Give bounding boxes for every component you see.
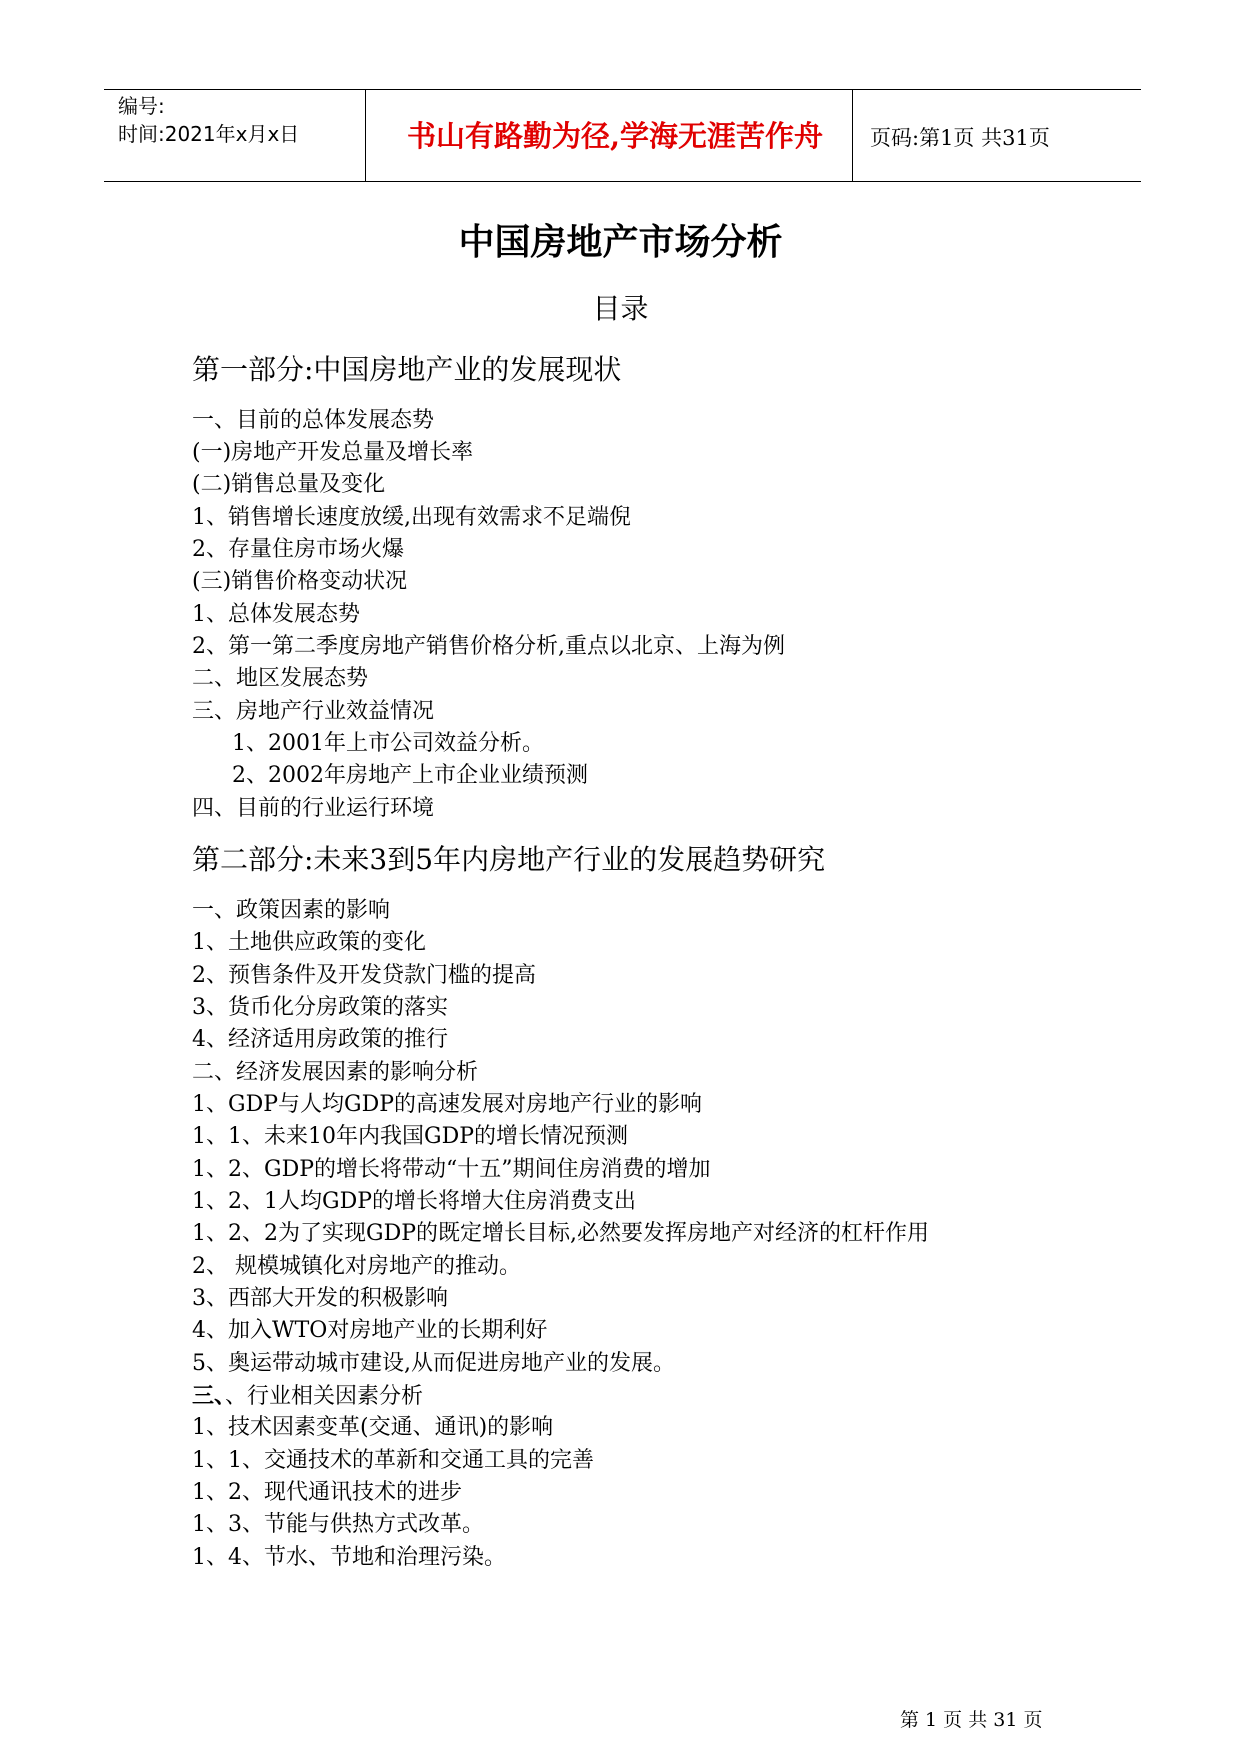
toc-item: 1、2001年上市公司效益分析。 xyxy=(232,731,544,756)
header-meta xyxy=(118,92,299,148)
toc-item: 二、经济发展因素的影响分析 xyxy=(192,1060,479,1085)
toc-item: 2、存量住房市场火爆 xyxy=(192,537,404,562)
toc-item: 1、2、现代通讯技术的进步 xyxy=(192,1480,462,1505)
toc-item: (一)房地产开发总量及增长率 xyxy=(192,440,474,465)
toc-item: 一、目前的总体发展态势 xyxy=(192,408,435,433)
toc-item: 1、销售增长速度放缓,出现有效需求不足端倪 xyxy=(192,505,631,530)
toc-item: 1、1、交通技术的革新和交通工具的完善 xyxy=(192,1448,594,1473)
part2-heading: 第二部分:未来3到5年内房地产行业的发展趋势研究 xyxy=(192,843,826,876)
toc-item: 一、政策因素的影响 xyxy=(192,898,391,923)
toc-item-text: 、行业相关因素分析 xyxy=(225,1384,424,1409)
toc-item: 4、经济适用房政策的推行 xyxy=(192,1027,448,1052)
toc-item: 3、西部大开发的积极影响 xyxy=(192,1286,448,1311)
toc-item: 4、加入WTO对房地产业的长期利好 xyxy=(192,1318,548,1343)
toc-item: 1、技术因素变革(交通、通讯)的影响 xyxy=(192,1415,554,1440)
toc-item: 1、2、2为了实现GDP的既定增长目标,必然要发挥房地产对经济的杠杆作用 xyxy=(192,1221,930,1246)
toc-item: 三、房地产行业效益情况 xyxy=(192,699,435,724)
toc-item: 1、2、1人均GDP的增长将增大住房消费支出 xyxy=(192,1189,637,1214)
toc-item: 5、奥运带动城市建设,从而促进房地产业的发展。 xyxy=(192,1351,675,1376)
document-title: 中国房地产市场分析 xyxy=(458,222,783,263)
toc-title: 目录 xyxy=(592,292,649,325)
toc-item: 1、总体发展态势 xyxy=(192,602,360,627)
header-divider-left xyxy=(365,90,366,182)
toc-item: 2、2002年房地产上市企业业绩预测 xyxy=(232,763,588,788)
header-bottom-rule xyxy=(104,181,1141,182)
toc-item: (三)销售价格变动状况 xyxy=(192,569,408,594)
toc-item: 1、GDP与人均GDP的高速发展对房地产行业的影响 xyxy=(192,1092,703,1117)
number-label: 编号: xyxy=(118,94,165,118)
toc-item: 2、预售条件及开发贷款门槛的提高 xyxy=(192,963,536,988)
toc-item: (二)销售总量及变化 xyxy=(192,472,386,497)
toc-item: 1、4、节水、节地和治理污染。 xyxy=(192,1545,506,1570)
toc-item: 二、地区发展态势 xyxy=(192,666,369,691)
toc-item: 1、土地供应政策的变化 xyxy=(192,930,426,955)
header-top-rule xyxy=(104,89,1141,90)
toc-item-section-three xyxy=(192,1381,423,1412)
part1-heading: 第一部分:中国房地产业的发展现状 xyxy=(192,353,622,386)
toc-item: 1、1、未来10年内我国GDP的增长情况预测 xyxy=(192,1124,629,1149)
time-label: 时间:2021年x月x日 xyxy=(118,122,300,146)
toc-item: 2、 规模城镇化对房地产的推动。 xyxy=(192,1254,521,1279)
toc-item: 2、第一第二季度房地产销售价格分析,重点以北京、上海为例 xyxy=(192,634,785,659)
header-page-info: 页码:第1页 共31页 xyxy=(870,126,1050,150)
toc-item: 四、目前的行业运行环境 xyxy=(192,796,435,821)
page-footer: 第 1 页 共 31 页 xyxy=(900,1709,1043,1731)
toc-item-lead: 三、 xyxy=(192,1383,226,1409)
header-motto: 书山有路勤为径,学海无涯苦作舟 xyxy=(406,119,824,153)
toc-item: 1、2、GDP的增长将带动“十五”期间住房消费的增加 xyxy=(192,1157,711,1182)
toc-item: 1、3、节能与供热方式改革。 xyxy=(192,1512,484,1537)
toc-item: 3、货币化分房政策的落实 xyxy=(192,995,448,1020)
